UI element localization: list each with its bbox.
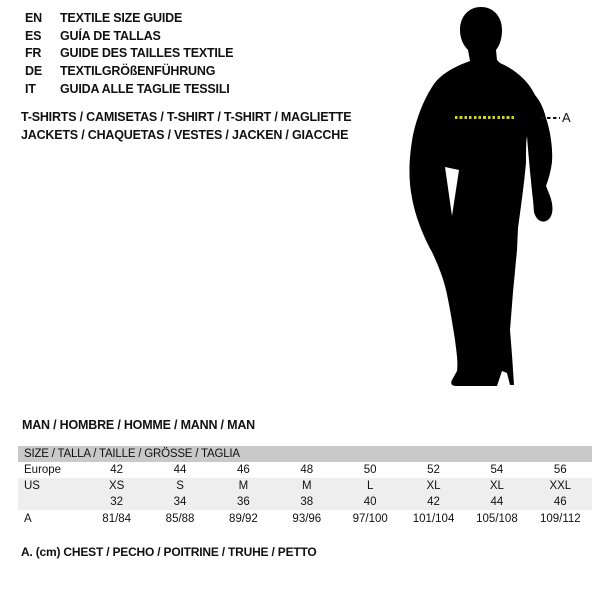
table-row-europe <box>18 462 592 478</box>
table-cell: 56 <box>553 464 567 476</box>
language-row <box>25 9 233 27</box>
row-label: Europe <box>24 464 62 476</box>
table-row-us <box>18 478 592 494</box>
table-cell: L <box>366 480 374 492</box>
language-code: FR <box>25 46 42 61</box>
table-cell: 34 <box>173 496 187 508</box>
language-label: GUÍA DE TALLAS <box>60 28 161 43</box>
table-cell: 48 <box>300 464 314 476</box>
table-cell: 85/88 <box>165 513 195 525</box>
table-cell: 52 <box>427 464 440 476</box>
table-cell: 81/84 <box>102 513 132 525</box>
table-cell: 42 <box>110 464 124 476</box>
table-cell: 105/108 <box>476 513 518 525</box>
table-cell: S <box>176 480 184 492</box>
language-row <box>25 44 233 62</box>
table-cell: M <box>238 480 249 492</box>
language-row <box>25 27 233 45</box>
table-row-numeric <box>18 494 592 510</box>
table-cell: XL <box>426 480 441 492</box>
language-label: GUIDA ALLE TAGLIE TESSILI <box>60 81 230 96</box>
category-line-tshirts: T-SHIRTS / CAMISETAS / T-SHIRT / T-SHIRT / MAGLIETTE <box>21 110 352 124</box>
table-cell: 93/96 <box>292 513 322 525</box>
chest-measurement-line <box>455 116 515 119</box>
garment-categories <box>21 108 351 144</box>
table-cell: 32 <box>110 496 124 508</box>
measure-label-a: A <box>562 110 571 125</box>
language-label: TEXTILGRÖßENFÜHRUNG <box>60 63 216 78</box>
section-title-man: MAN / HOMBRE / HOMME / MANN / MAN <box>22 418 255 432</box>
language-code: ES <box>25 28 42 43</box>
table-cell: 89/92 <box>229 513 258 525</box>
table-cell: XXL <box>549 480 572 492</box>
table-cell: 36 <box>237 496 250 508</box>
man-silhouette <box>405 0 585 395</box>
table-cell: 97/100 <box>352 513 388 525</box>
language-row <box>25 80 233 98</box>
language-label: GUIDE DES TAILLES TEXTILE <box>60 46 234 61</box>
language-list <box>25 9 233 97</box>
table-row-chest-a <box>18 510 592 528</box>
language-code: IT <box>25 81 36 96</box>
table-cell: 44 <box>173 464 187 476</box>
table-cell: 101/104 <box>412 513 455 525</box>
table-cell: 40 <box>363 496 377 508</box>
category-line-jackets: JACKETS / CHAQUETAS / VESTES / JACKEN / GIACCHE <box>21 128 349 142</box>
size-table-header: SIZE / TALLA / TAILLE / GRÖSSE / TAGLIA <box>18 446 592 462</box>
table-cell: 46 <box>553 496 567 508</box>
row-label: US <box>24 480 40 492</box>
language-code: EN <box>25 10 42 25</box>
table-cell: 42 <box>427 496 440 508</box>
table-cell: XS <box>109 480 125 492</box>
footnote-chest-legend: A. (cm) CHEST / PECHO / POITRINE / TRUHE / PETTO <box>21 545 317 559</box>
table-cell: 109/112 <box>539 513 581 525</box>
measure-leader-line <box>541 117 560 119</box>
size-table <box>18 446 592 528</box>
language-row <box>25 62 233 80</box>
row-label: A <box>24 513 32 525</box>
table-cell: 50 <box>363 464 377 476</box>
language-label: TEXTILE SIZE GUIDE <box>60 10 183 25</box>
table-cell: M <box>302 480 312 492</box>
language-code: DE <box>25 63 42 78</box>
table-cell: 38 <box>300 496 314 508</box>
table-cell: 46 <box>237 464 250 476</box>
table-cell: XL <box>489 480 504 492</box>
table-cell: 44 <box>490 496 504 508</box>
table-cell: 54 <box>490 464 504 476</box>
